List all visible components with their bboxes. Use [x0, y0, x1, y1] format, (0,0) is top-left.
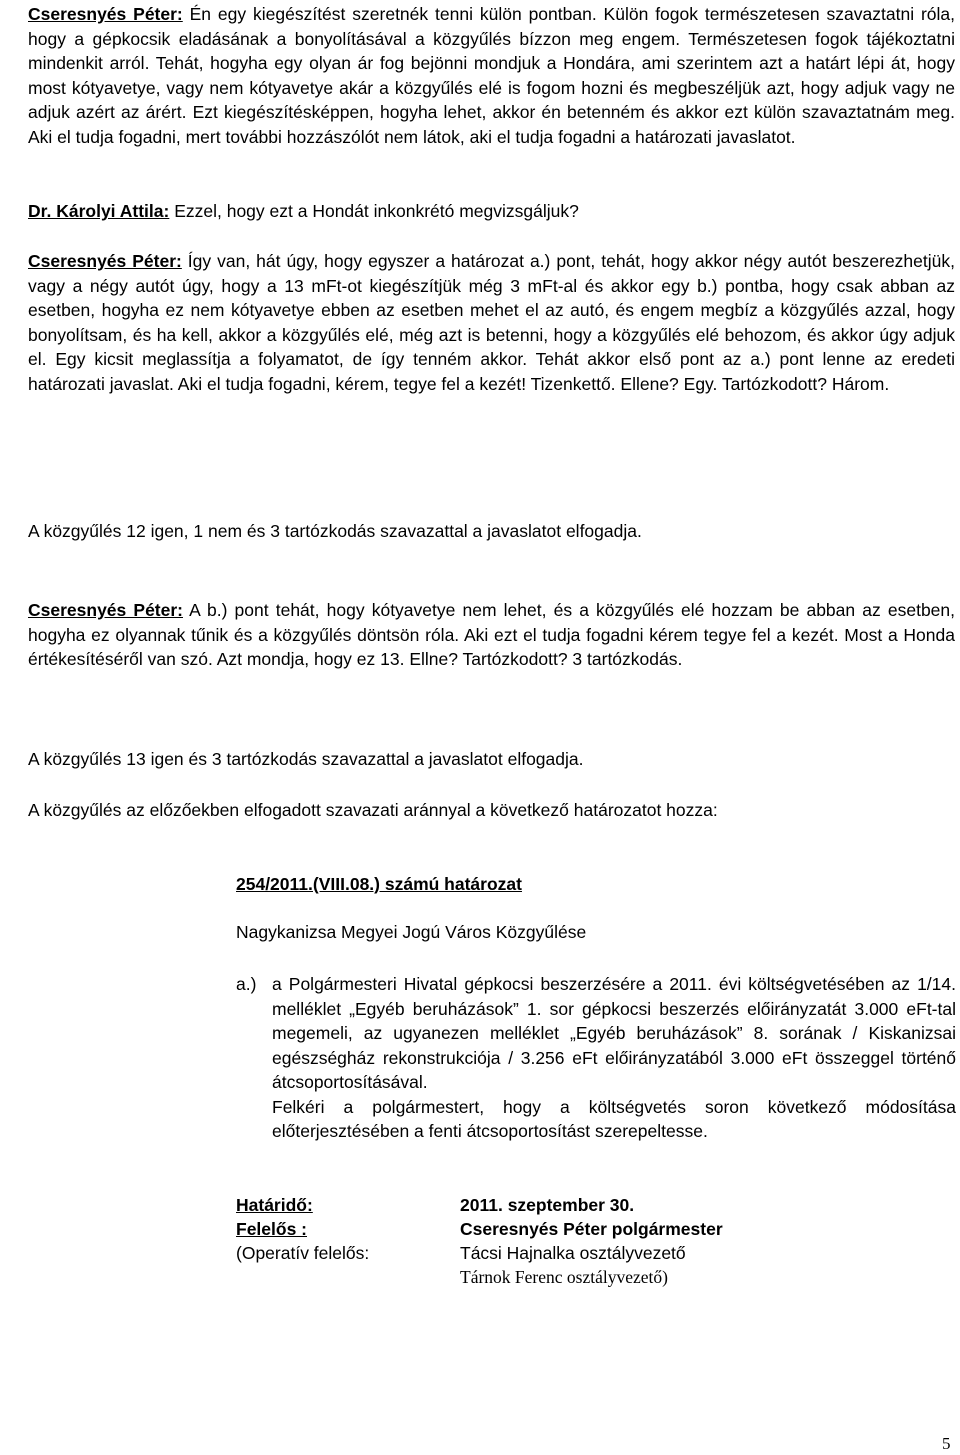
paragraph-4 — [28, 598, 955, 672]
operative-label: (Operatív felelős: — [236, 1243, 370, 1263]
speaker-name: Cseresnyés Péter: — [28, 251, 182, 271]
vote-result-1: A közgyűlés 12 igen, 1 nem és 3 tartózkodás szavazattal a javaslatot elfogadja. — [28, 521, 642, 541]
speaker-name: Cseresnyés Péter: — [28, 4, 183, 24]
item-text: a Polgármesteri Hivatal gépkocsi beszerzésére a 2011. évi költségvetésében az 1/14. melléklet „Egyéb beruházások” 1. sor gépkocsi beszerzés előirányzatát 3.000 eFt-tal megemeli, az ugyanezen melléklet „Egyéb beruházások” 8. sorának / Kiskanizsai egészségház rekonstrukciója / 3.256 eFt előirányzatából 3.000 eFt összeggel történő átcsoportosításával. — [272, 974, 956, 1092]
paragraph-text: A b.) pont tehát, hogy kótyavetye nem lehet, és a közgyűlés elé hozzam be abban az esetben, hogyha ez olyannak tűnik és a közgyűlés döntsön róla. Aki ezt el tudja fogadni kérem tegye fel a kezét. Most a Honda értékesítéséről van szó. Azt mondja, hogy ez 13. Ellne? Tartózkodott? 3 tartózkodás. — [28, 600, 956, 669]
operative-value-2: Tárnok Ferenc osztályvezető) — [460, 1267, 668, 1287]
resolution-intro: A közgyűlés az előzőekben elfogadott szavazati aránnyal a következő határozatot hozza: — [28, 800, 718, 820]
resolution-meta — [236, 1193, 723, 1289]
paragraph-text: Én egy kiegészítést szeretnék tenni külön pontban. Külön fogok természetesen szavaztatni róla, hogy a gépkocsik eladásának a bonyolításával a közgyűlés bízzon meg engem. Természetesen fogok tájékoztatni mindenkit arról. Tehát, hogyha egy olyan ár fog bejönni mondjuk a Hondára, ami szerintem azt a határt lépi át, hogy most kótyavetye, vagy nem kótyavetye akár a közgyűlés elé is fogom hozni és megbeszéljük azt, hogy adjuk vagy ne adjuk azért az árért. Ezt kiegészítésképpen, hogyha lehet, akkor én betenném és akkor ezt külön szavaztatnám meg. Aki el tudja fogadni, mert további hozzászólót nem látok, aki el tudja fogadni a határozati javaslatot. — [28, 4, 955, 147]
operative-row-2 — [236, 1265, 723, 1289]
resolution-body: Nagykanizsa Megyei Jogú Város Közgyűlése — [236, 922, 587, 942]
page-number: 5 — [942, 1434, 951, 1453]
paragraph-1 — [28, 2, 955, 149]
resolution-items — [236, 972, 956, 1144]
vote-result-2: A közgyűlés 13 igen és 3 tartózkodás szavazattal a javaslatot elfogadja. — [28, 749, 584, 769]
deadline-label: Határidő: — [236, 1195, 313, 1215]
paragraph-2 — [28, 199, 955, 224]
speaker-name: Dr. Károlyi Attila: — [28, 201, 170, 221]
paragraph-3 — [28, 249, 955, 396]
paragraph-text: Így van, hát úgy, hogy egyszer a határozat a.) pont, tehát, hogy akkor négy autót beszerezhetjük, vagy a négy autót úgy, hogy a 13 mFt-ot kiegészítjük még 3 mFt-al és akkor egy b.) pontba, hogy csak abban az esetben, hogyha ez nem kótyavetye ebben az esetben mehet el az autó, és engem megbíz a közgyűlés azzal, hogy bonyolítsam, és ha kell, akkor a közgyűlés elé, még azt is betenni, hogy a közgyűlés elé behozom, és akkor úgy adjuk el. Egy kicsit meglassítja a folyamatot, de így tenném akkor. Tehát akkor első pont az a.) pont lenne az eredeti határozati javaslat. Aki el tudja fogadni, kérem, tegye fel a kezét! Tizenkettő. Ellene? Egy. Tartózkodott? Három. — [28, 251, 955, 394]
item-label: a.) — [236, 974, 257, 994]
speaker-name: Cseresnyés Péter: — [28, 600, 183, 620]
operative-value: Tácsi Hajnalka osztályvezető — [460, 1243, 686, 1263]
resolution-item — [236, 972, 956, 1095]
resolution-title: 254/2011.(VIII.08.) számú határozat — [236, 874, 522, 894]
deadline-row — [236, 1193, 723, 1217]
paragraph-text: Ezzel, hogy ezt a Hondát inkonkrétó megvizsgáljuk? — [169, 201, 579, 221]
responsible-label: Felelős : — [236, 1219, 307, 1239]
item-text-continued: Felkéri a polgármestert, hogy a költségvetés soron következő módosítása előterjesztésében a fenti átcsoportosítást szerepeltesse. — [272, 1096, 956, 1141]
operative-row — [236, 1241, 723, 1265]
responsible-value: Cseresnyés Péter polgármester — [460, 1219, 723, 1239]
deadline-value: 2011. szeptember 30. — [460, 1195, 635, 1215]
responsible-row — [236, 1217, 723, 1241]
